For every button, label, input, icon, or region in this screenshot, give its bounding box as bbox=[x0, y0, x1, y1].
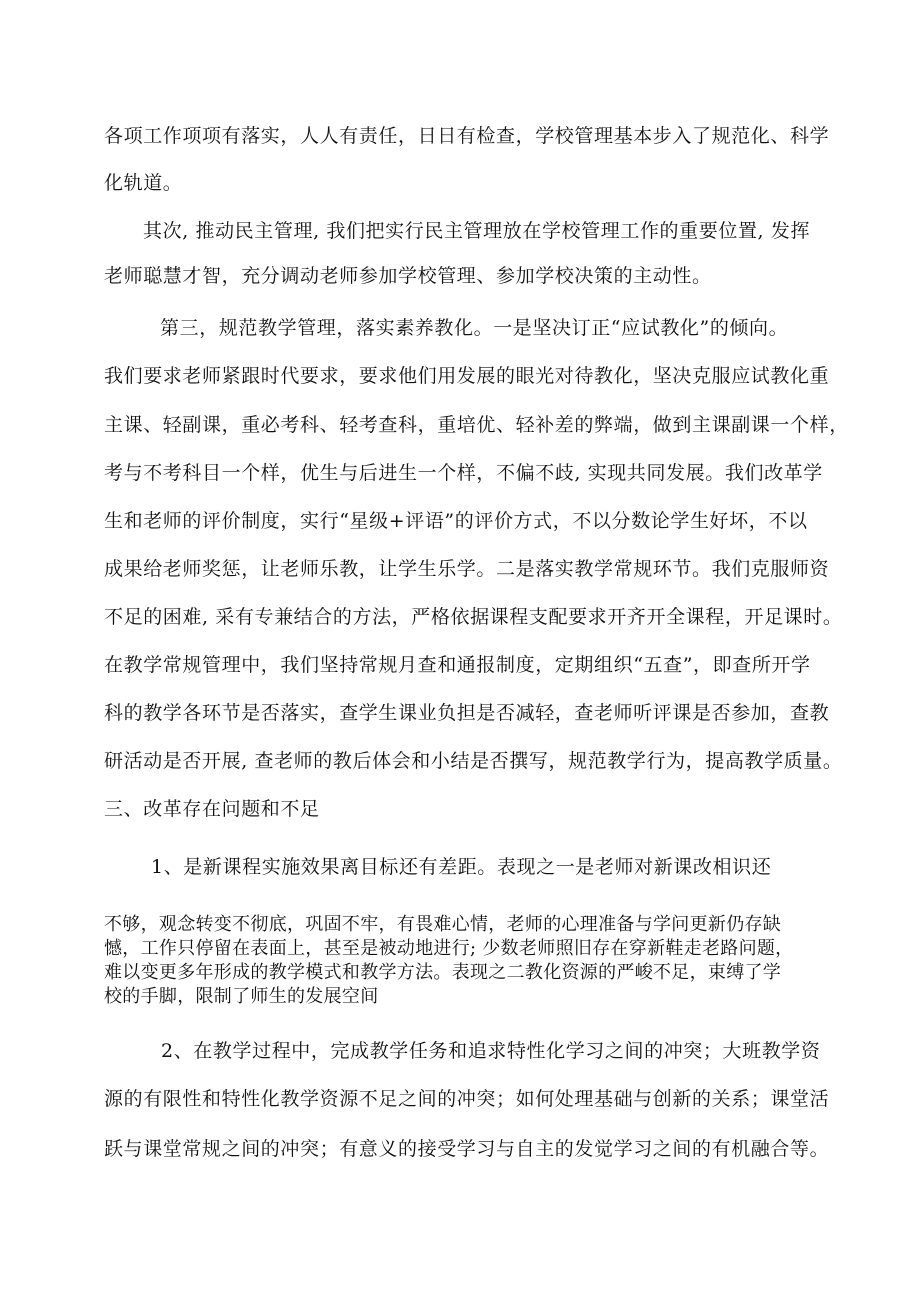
text-line: 跃与课堂常规之间的冲突；有意义的接受学习与自主的发觉学习之间的有机融合等。 bbox=[104, 1138, 830, 1160]
text-line: 在教学常规管理中，我们坚持常规月查和通报制度，定期组织“五查”，即查所开学 bbox=[104, 654, 811, 676]
text-line: 不足的困难, 采有专兼结合的方法，严格依据课程支配要求开齐开全课程，开足课时。 bbox=[104, 606, 843, 628]
text-line: 憾，工作只停留在表面上，甚至是被动地进行; 少数老师照旧存在穿新鞋走老路问题， bbox=[104, 938, 794, 959]
section-heading: 三、改革存在问题和不足 bbox=[104, 798, 320, 820]
text-line: 成果给老师奖惩，让老师乐教，让学生乐学。二是落实教学常规环节。我们克服师资 bbox=[104, 558, 830, 580]
text-line: 化轨道。 bbox=[104, 172, 183, 194]
text-line: 老师聪慧才智，充分调动老师参加学校管理、参加学校决策的主动性。 bbox=[104, 265, 712, 287]
text-line: 源的有限性和特性化教学资源不足之间的冲突；如何处理基础与创新的关系；课堂活 bbox=[104, 1088, 830, 1110]
text-line: 各项工作项项有落实，人人有责任，日日有检查，学校管理基本步入了规范化、科学 bbox=[104, 125, 830, 147]
text-line: 1、是新课程实施效果离目标还有差距。表现之一是老师对新课改相识还 bbox=[151, 856, 772, 878]
text-line: 不够，观念转变不彻底，巩固不牢，有畏难心情，老师的心理准备与学问更新仍存缺 bbox=[104, 914, 782, 935]
text-line: 其次, 推动民主管理, 我们把实行民主管理放在学校管理工作的重要位置, 发挥 bbox=[143, 220, 811, 242]
text-line: 第三，规范教学管理，落实素养教化。一是坚决订正“应试教化”的倾向。 bbox=[160, 317, 789, 339]
text-line: 我们要求老师紧跟时代要求，要求他们用发展的眼光对待教化，坚决克服应试教化重 bbox=[104, 365, 830, 387]
text-line: 2、在教学过程中，完成教学任务和追求特性化学习之间的冲突；大班教学资 bbox=[161, 1040, 821, 1062]
text-line: 难以变更多年形成的教学模式和教学方法。表现之二教化资源的严峻不足，束缚了学 bbox=[104, 962, 782, 983]
text-line: 主课、轻副课，重必考科、轻考查科，重培优、轻补差的弊端，做到主课副课一个样， bbox=[104, 414, 849, 436]
text-line: 考与不考科目一个样，优生与后进生一个样，不偏不歧, 实现共同发展。我们改革学 bbox=[104, 462, 823, 484]
text-line: 科的教学各环节是否落实，查学生课业负担是否减轻，查老师听评课是否参加，查教 bbox=[104, 702, 830, 724]
text-line: 生和老师的评价制度，实行“星级+评语”的评价方式，不以分数论学生好坏，不以 bbox=[104, 510, 808, 532]
text-line: 校的手脚，限制了师生的发展空间 bbox=[104, 986, 379, 1007]
text-line: 研活动是否开展, 查老师的教后体会和小结是否撰写，规范教学行为，提高教学质量。 bbox=[104, 750, 843, 772]
